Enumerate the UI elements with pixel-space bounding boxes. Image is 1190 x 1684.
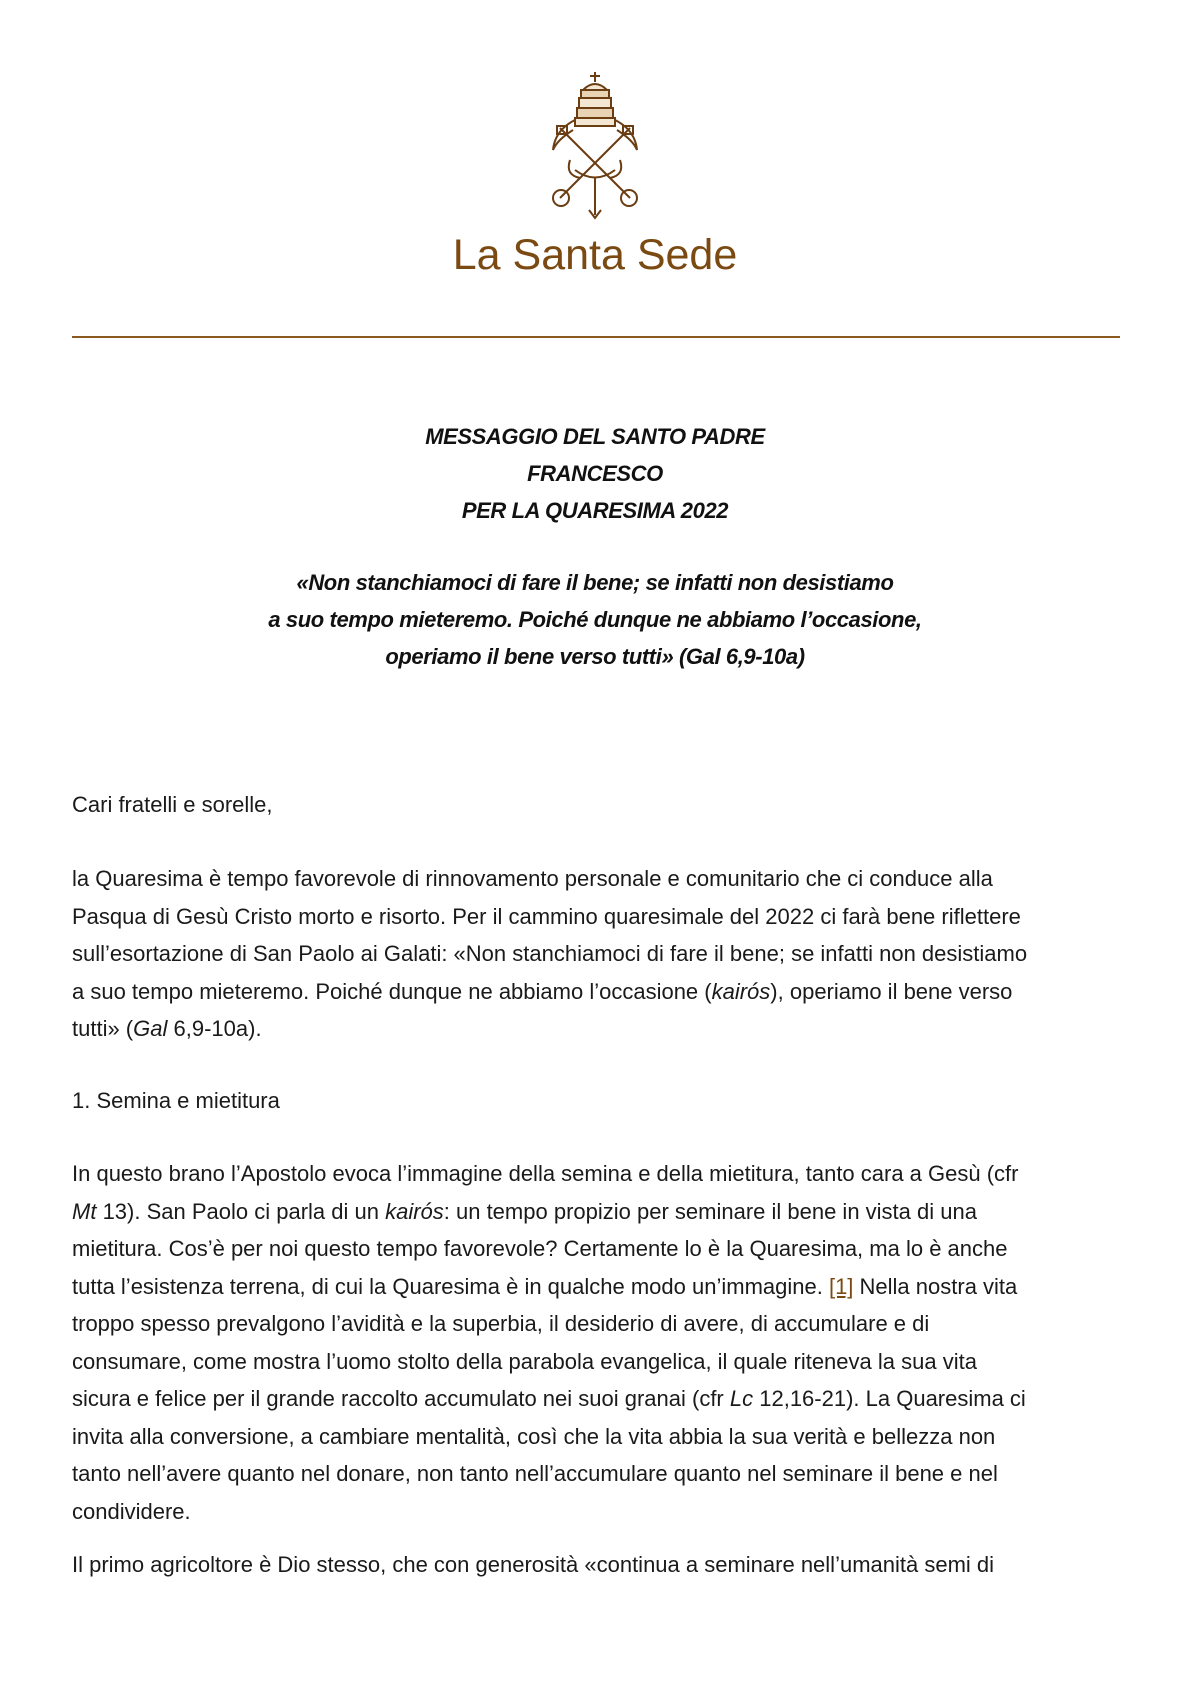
- text-line: mietitura. Cos’è per noi questo tempo favorevole? Certamente lo è la Quaresima, ma lo è anche: [72, 1236, 1008, 1261]
- text-line: consumare, come mostra l’uomo stolto della parabola evangelica, il quale riteneva la sua vita: [72, 1348, 977, 1374]
- text-line: [72, 973, 1132, 1011]
- text-line: [72, 1268, 1132, 1306]
- text-segment: tutta l’esistenza terrena, di cui la Quaresima è in qualche modo un’immagine.: [72, 1273, 829, 1299]
- text-segment: a suo tempo mieteremo. Poiché dunque ne abbiamo l’occasione (: [72, 978, 712, 1004]
- page-header: [0, 0, 1190, 345]
- text-line: troppo spesso prevalgono l’avidità e la superbia, il desiderio di avere, di accumulare e di: [72, 1311, 930, 1336]
- epigraph-line: «Non stanchiamoci di fare il bene; se infatti non desistiamo: [296, 570, 894, 595]
- text-line: condividere.: [72, 1498, 191, 1524]
- footnote-link-1[interactable]: [1]: [828, 1273, 854, 1299]
- italic-term: Mt: [72, 1198, 97, 1224]
- text-line: Pasqua di Gesù Cristo morto e risorto. Per il cammino quaresimale del 2022 ci farà bene riflettere: [72, 903, 1021, 929]
- text-segment: 12,16-21). La Quaresima ci: [753, 1386, 1026, 1411]
- section-title: 1. Semina e mietitura: [72, 1088, 280, 1113]
- salutation: Cari fratelli e sorelle,: [72, 792, 273, 817]
- heading-line: MESSAGGIO DEL SANTO PADRE: [425, 424, 765, 449]
- text-line: la Quaresima è tempo favorevole di rinnovamento personale e comunitario che ci conduce alla: [72, 866, 993, 891]
- text-line: [72, 1193, 1132, 1231]
- text-line: invita alla conversione, a cambiare mentalità, così che la vita abbia la sua verità e bellezza non: [72, 1423, 996, 1449]
- text-segment: ), operiamo il bene verso: [770, 978, 1013, 1004]
- header-divider: [72, 336, 1120, 338]
- text-segment: : un tempo propizio per seminare il bene in vista di una: [443, 1198, 977, 1224]
- paragraph-agricoltore: [72, 1546, 1132, 1584]
- italic-term: Lc: [729, 1386, 754, 1411]
- epigraph-line: operiamo il bene verso tutti» (Gal 6,9-10a): [385, 644, 805, 669]
- site-title[interactable]: La Santa Sede: [452, 231, 738, 279]
- text-line: Il primo agricoltore è Dio stesso, che con generosità «continua a seminare nell’umanità semi di: [72, 1552, 995, 1577]
- text-segment: Nella nostra vita: [853, 1273, 1018, 1299]
- heading-line: PER LA QUARESIMA 2022: [461, 498, 729, 523]
- papal-emblem-icon: [535, 70, 655, 220]
- italic-term: Gal: [133, 1016, 168, 1041]
- italic-term: kairós: [711, 978, 771, 1004]
- text-segment: 13). San Paolo ci parla di un: [96, 1198, 386, 1224]
- text-line: tanto nell’avere quanto nel donare, non tanto nell’accumulare quanto nel seminare il bene e nel: [72, 1461, 998, 1486]
- text-line: [72, 1380, 1132, 1418]
- text-segment: tutti» (: [72, 1016, 134, 1041]
- epigraph: [0, 564, 1190, 675]
- paragraph-semina: [72, 1155, 1132, 1530]
- text-segment: sicura e felice per il grande raccolto accumulato nei suoi granai (cfr: [72, 1386, 730, 1411]
- italic-term: kairós: [385, 1198, 444, 1224]
- paragraph-intro: [72, 860, 1132, 1048]
- message-heading: [0, 418, 1190, 529]
- text-line: In questo brano l’Apostolo evoca l’immagine della semina e della mietitura, tanto cara a Gesù (cfr: [72, 1161, 1019, 1186]
- text-segment: 6,9-10a).: [167, 1016, 262, 1041]
- heading-line: FRANCESCO: [527, 461, 663, 486]
- text-line: [72, 1010, 1132, 1048]
- epigraph-line: a suo tempo mieteremo. Poiché dunque ne abbiamo l’occasione,: [268, 607, 922, 632]
- text-line: sull’esortazione di San Paolo ai Galati: «Non stanchiamoci di fare il bene; se infatti non desistiamo: [72, 941, 1028, 966]
